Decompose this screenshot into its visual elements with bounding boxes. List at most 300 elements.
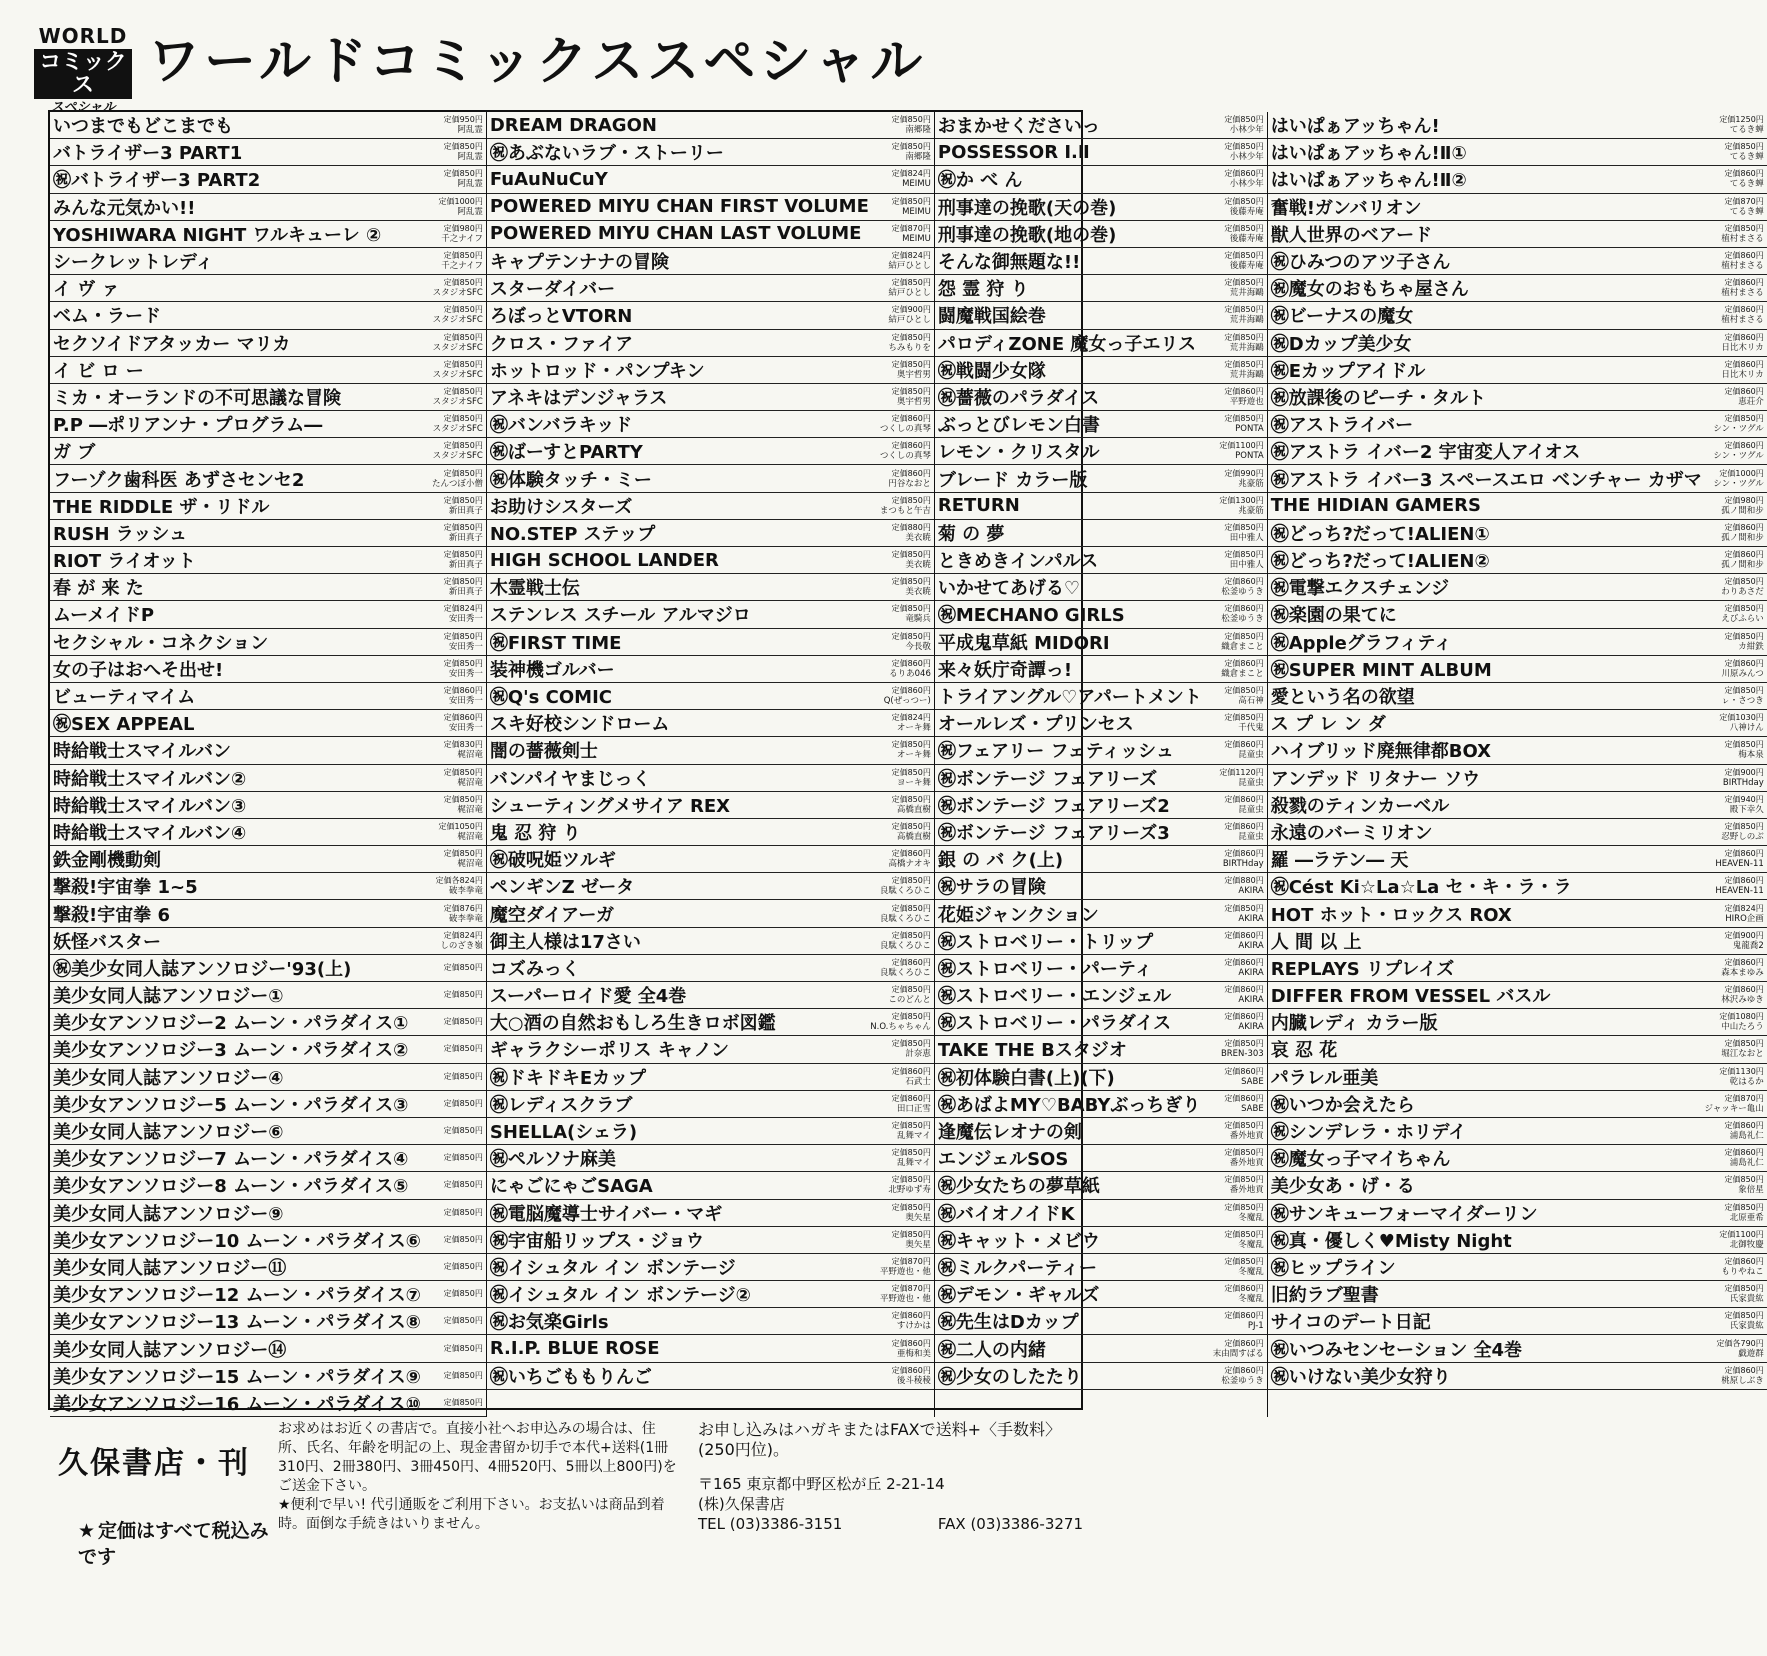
- book-price: 定価850円: [891, 278, 931, 288]
- book-price: 定価860円: [1724, 522, 1764, 532]
- catalog-entry: [1268, 357, 1767, 384]
- catalog-entry: [487, 520, 934, 547]
- book-title: POWERED MIYU CHAN LAST VOLUME: [489, 223, 862, 245]
- catalog-entry: [935, 765, 1267, 792]
- book-author: シン・ツグル: [1713, 478, 1764, 489]
- book-title: TAKE THE Bスタジオ: [937, 1040, 1127, 1062]
- catalog-column-2: [487, 112, 935, 1417]
- catalog-entry: [1268, 601, 1767, 628]
- book-price: 定価850円: [891, 550, 931, 560]
- book-author: 織倉まこと: [1221, 668, 1264, 679]
- book-price: 定価850円: [1724, 821, 1764, 831]
- book-meta: [869, 1175, 931, 1195]
- catalog-entry: [487, 1363, 934, 1390]
- catalog-entry: [935, 1254, 1267, 1281]
- book-meta: [421, 1180, 483, 1190]
- catalog-entry: [487, 1172, 934, 1199]
- book-meta: [1202, 849, 1264, 869]
- book-author: HEAVEN-11: [1715, 886, 1764, 897]
- book-price: 定価1000円: [438, 196, 483, 206]
- book-author: 冬魔乱: [1238, 1266, 1264, 1277]
- book-price: 定価850円: [891, 930, 931, 940]
- book-meta: [1702, 1067, 1764, 1087]
- catalog-entry: [50, 1254, 486, 1281]
- catalog-entry: [50, 710, 486, 737]
- book-meta: [421, 169, 483, 189]
- book-author: 奥宇哲男: [896, 396, 931, 407]
- book-author: 冬魔乱: [1238, 1212, 1264, 1223]
- book-author: オーキ舞: [896, 723, 931, 734]
- catalog-entry: [487, 112, 934, 139]
- book-title: ㊗Q's COMIC: [489, 687, 612, 709]
- book-title: ㊗ストロベリー・エンジェル: [937, 986, 1172, 1008]
- catalog-entry: [935, 357, 1267, 384]
- book-author: 冬魔乱: [1238, 1239, 1264, 1250]
- catalog-entry: [1268, 1118, 1767, 1145]
- book-title: 鬼 忍 狩 り: [489, 822, 581, 844]
- catalog-entry: [935, 1036, 1267, 1063]
- book-meta: [421, 1126, 483, 1136]
- book-price: 定価850円: [1224, 1175, 1264, 1185]
- book-title: ㊗バトライザー3 PART2: [53, 170, 261, 192]
- catalog-entry: [1268, 792, 1767, 819]
- catalog-entry: [1268, 900, 1767, 927]
- book-title: シークレットレディ: [53, 252, 214, 274]
- book-title: ㊗デモン・ギャルズ: [937, 1285, 1100, 1307]
- book-price: 定価980円: [1724, 495, 1764, 505]
- catalog-entry: [487, 248, 934, 275]
- book-title: RIOT ライオット: [53, 551, 196, 573]
- book-price: 定価1030円: [1719, 713, 1764, 723]
- book-price: 定価850円: [891, 115, 931, 125]
- book-author: 結戸ひとし: [888, 288, 931, 299]
- book-title: ビューティマイム: [53, 687, 196, 709]
- book-meta: [869, 931, 931, 951]
- book-meta: [1202, 1067, 1264, 1087]
- catalog-entry: [935, 248, 1267, 275]
- book-price: 定価870円: [891, 223, 931, 233]
- book-author: 昆童虫: [1238, 777, 1264, 788]
- book-title: ㊗ボンテージ フェアリーズ2: [937, 795, 1170, 817]
- book-meta: [869, 1094, 931, 1114]
- book-title: POSSESSOR Ⅰ.Ⅱ: [937, 141, 1090, 163]
- book-author: 梶沼竜: [457, 750, 483, 761]
- book-price: 定価1000円: [1719, 468, 1764, 478]
- book-price: 定価850円: [1724, 1311, 1764, 1321]
- book-author: AKIRA: [1238, 886, 1264, 897]
- catalog-entry: [935, 166, 1267, 193]
- book-meta: [421, 686, 483, 706]
- book-author: 日比木リカ: [1721, 342, 1764, 353]
- book-title: 装神機ゴルバー: [489, 659, 615, 681]
- book-price: 定価850円: [443, 414, 483, 424]
- book-meta: [421, 360, 483, 380]
- book-title: ホットロッド・パンプキン: [489, 360, 705, 382]
- book-title: 闇の薔薇剣士: [489, 741, 598, 763]
- book-title: YOSHIWARA NIGHT ワルキューレ ②: [53, 224, 382, 246]
- book-meta: [1202, 1366, 1264, 1386]
- book-price: 定価850円: [443, 359, 483, 369]
- book-author: 孤ノ間和步: [1721, 505, 1764, 516]
- book-price: 定価850円: [891, 1148, 931, 1158]
- book-price: 定価850円: [443, 169, 483, 179]
- book-meta: [421, 931, 483, 951]
- company-name: (株)久保書店: [698, 1495, 785, 1513]
- book-author: スタジオSFC: [432, 396, 483, 407]
- book-title: オールレズ・プリンセス: [937, 714, 1134, 736]
- book-author: 高橋ナオキ: [888, 859, 931, 870]
- book-author: つくしの真琴: [879, 451, 931, 462]
- book-title: FuAuNuCuY: [489, 168, 608, 190]
- book-meta: [1202, 1203, 1264, 1223]
- book-author: AKIRA: [1238, 995, 1264, 1006]
- book-title: ㊗楽園の果てに: [1270, 605, 1397, 627]
- book-price: 定価850円: [1724, 740, 1764, 750]
- book-meta: [421, 387, 483, 407]
- book-title: ㊗電撃エクスチェンジ: [1270, 578, 1450, 600]
- book-author: 荒井海鷗: [1229, 315, 1264, 326]
- book-price: 定価860円: [1224, 169, 1264, 179]
- book-meta: [1202, 740, 1264, 760]
- catalog-entry: [50, 411, 486, 438]
- catalog-entry: [1268, 955, 1767, 982]
- book-title: ㊗ドキドキEカップ: [489, 1067, 646, 1089]
- book-title: セクシャル・コネクション: [53, 632, 269, 654]
- book-meta: [869, 686, 931, 706]
- book-author: 安田秀一: [448, 696, 483, 707]
- book-title: スーパーロイド愛 全4巻: [489, 986, 687, 1008]
- catalog-entry: [487, 1091, 934, 1118]
- book-title: ろぼっとVTORN: [489, 306, 633, 328]
- book-meta: [869, 1284, 931, 1304]
- book-meta: [1702, 713, 1764, 733]
- book-author: カ紺鉄: [1738, 641, 1764, 652]
- book-price: 定価860円: [891, 849, 931, 859]
- book-author: 川原みんつ: [1721, 668, 1764, 679]
- catalog-entry: [1268, 1363, 1767, 1390]
- fax-number: FAX (03)3386-3271: [937, 1515, 1083, 1533]
- book-price: 定価850円: [443, 1044, 483, 1054]
- book-title: R.I.P. BLUE ROSE: [489, 1338, 660, 1360]
- catalog-entry: [50, 520, 486, 547]
- page-header: [28, 22, 1128, 116]
- book-title: シューティングメサイア REX: [489, 795, 731, 817]
- book-price: 定価850円: [1224, 115, 1264, 125]
- book-title: 殺戮のティンカーベル: [1270, 795, 1450, 817]
- book-author: たんつぼ小僧: [432, 478, 483, 489]
- book-author: 桃原しぶき: [1721, 1375, 1764, 1386]
- book-price: 定価860円: [891, 686, 931, 696]
- book-author: 氏家貴紘: [1729, 1321, 1764, 1332]
- book-meta: [1202, 659, 1264, 679]
- book-title: 魔空ダイアーガ: [489, 904, 615, 926]
- book-price: 定価850円: [891, 1012, 931, 1022]
- book-title: 哀 忍 花: [1270, 1040, 1338, 1062]
- book-title: REPLAYS リプレイズ: [1270, 958, 1455, 980]
- book-meta: [1702, 1339, 1764, 1359]
- book-price: 定価850円: [891, 876, 931, 886]
- book-price: 定価860円: [1224, 1093, 1264, 1103]
- book-meta: [1702, 251, 1764, 271]
- book-price: 定価1100円: [1219, 441, 1264, 451]
- book-meta: [1702, 604, 1764, 624]
- book-author: 梅本泉: [1738, 750, 1764, 761]
- book-author: 松釜ゆうき: [1221, 1375, 1264, 1386]
- book-title: クロス・ファイア: [489, 333, 633, 355]
- book-meta: [1202, 1012, 1264, 1032]
- book-author: 昆童虫: [1238, 831, 1264, 842]
- catalog-entry: [935, 982, 1267, 1009]
- book-meta: [421, 414, 483, 434]
- book-title: ㊗イシュタル イン ボンテージ②: [489, 1285, 751, 1307]
- catalog-entry: [50, 1145, 486, 1172]
- book-title: 美少女あ・げ・る: [1270, 1176, 1415, 1198]
- catalog-entry: [1268, 384, 1767, 411]
- book-author: 兆豪筋: [1238, 505, 1264, 516]
- book-author: 円谷なおと: [888, 478, 931, 489]
- book-title: ステンレス スチール アルマジロ: [489, 605, 751, 627]
- book-price: 定価850円: [891, 821, 931, 831]
- book-price: 定価850円: [443, 1180, 483, 1190]
- book-title: ㊗戦闘少女隊: [937, 360, 1046, 382]
- catalog-entry: [935, 139, 1267, 166]
- book-price: 定価950円: [443, 115, 483, 125]
- catalog-entry: [935, 737, 1267, 764]
- book-price: 定価860円: [891, 1066, 931, 1076]
- catalog-entry: [1268, 819, 1767, 846]
- page-footer: [48, 1418, 1083, 1648]
- book-price: 定価860円: [891, 441, 931, 451]
- book-author: 荒井海鷗: [1229, 342, 1264, 353]
- book-title: DIFFER FROM VESSEL バスル: [1270, 986, 1551, 1008]
- book-title: ㊗放課後のピーチ・タルト: [1270, 387, 1486, 409]
- book-title: 大○酒の自然おもしろ生きロボ図鑑: [489, 1013, 776, 1035]
- book-price: 定価860円: [1224, 930, 1264, 940]
- book-title: 御主人様は17さい: [489, 931, 641, 953]
- catalog-entry: [50, 1390, 486, 1417]
- book-author: 小林少年: [1229, 179, 1264, 190]
- book-meta: [869, 197, 931, 217]
- book-title: はいぱぁアッちゃん!: [1270, 116, 1440, 138]
- book-title: 美少女アンソロジー8 ムーン・パラダイス⑤: [53, 1176, 409, 1198]
- book-price: 定価850円: [891, 359, 931, 369]
- book-meta: [869, 333, 931, 353]
- book-author: 亜梅和美: [896, 1348, 931, 1359]
- book-meta: [1202, 169, 1264, 189]
- catalog-entry: [487, 1254, 934, 1281]
- catalog-entry: [1268, 737, 1767, 764]
- book-meta: [421, 1072, 483, 1082]
- book-price: 定価860円: [891, 1311, 931, 1321]
- book-title: 銀 の バ ク(上): [937, 850, 1064, 872]
- book-price: 定価850円: [1224, 223, 1264, 233]
- book-price: 定価824円: [1724, 903, 1764, 913]
- book-price: 定価860円: [1224, 985, 1264, 995]
- book-price: 定価860円: [1724, 1256, 1764, 1266]
- book-author: 北原亜希: [1729, 1212, 1764, 1223]
- catalog-entry: [487, 1145, 934, 1172]
- catalog-entry: [50, 330, 486, 357]
- book-price: 定価850円: [1224, 251, 1264, 261]
- catalog-entry: [935, 520, 1267, 547]
- book-price: 定価1120円: [1219, 767, 1264, 777]
- book-title: バトライザー3 PART1: [53, 143, 243, 165]
- book-meta: [1702, 169, 1764, 189]
- book-title: ㊗レディスクラブ: [489, 1094, 633, 1116]
- book-title: ㊗どっち?だって!ALIEN②: [1270, 551, 1490, 573]
- book-author: ジャッキー亀山: [1704, 1103, 1764, 1114]
- book-title: 美少女アンソロジー12 ムーン・パラダイス⑦: [53, 1285, 421, 1307]
- book-meta: [1202, 876, 1264, 896]
- book-title: ㊗電脳魔導士サイバー・マギ: [489, 1203, 723, 1225]
- catalog-entry: [487, 873, 934, 900]
- catalog-entry: [487, 955, 934, 982]
- catalog-entry: [935, 275, 1267, 302]
- catalog-entry: [1268, 1227, 1767, 1254]
- catalog-entry: [935, 1064, 1267, 1091]
- catalog-entry: [1268, 438, 1767, 465]
- catalog-entry: [1268, 465, 1767, 492]
- book-meta: [869, 115, 931, 135]
- book-price: 定価850円: [891, 631, 931, 641]
- catalog-entry: [1268, 547, 1767, 574]
- book-meta: [421, 604, 483, 624]
- book-meta: [869, 795, 931, 815]
- book-title: 愛という名の欲望: [1270, 687, 1415, 709]
- book-title: ハイブリッド廃無律都BOX: [1270, 741, 1491, 763]
- book-meta: [1202, 632, 1264, 652]
- book-meta: [421, 278, 483, 298]
- book-meta: [1202, 360, 1264, 380]
- book-author: 中山たろう: [1721, 1022, 1764, 1033]
- book-title: バンパイヤまじっく: [489, 768, 651, 790]
- catalog-entry: [487, 547, 934, 574]
- book-author: 恵荘介: [1738, 396, 1764, 407]
- catalog-entry: [935, 629, 1267, 656]
- book-meta: [1202, 931, 1264, 951]
- book-title: いつまでもどこまでも: [53, 116, 233, 138]
- book-price: 定価860円: [891, 658, 931, 668]
- book-meta: [1202, 1039, 1264, 1059]
- book-author: BIRTHday: [1222, 859, 1264, 870]
- catalog-entry: [935, 547, 1267, 574]
- catalog-entry: [487, 1064, 934, 1091]
- book-price: 定価850円: [891, 142, 931, 152]
- book-meta: [1202, 523, 1264, 543]
- book-title: 奮戦!ガンバリオン: [1270, 197, 1422, 219]
- book-meta: [1702, 142, 1764, 162]
- book-title: SHELLA(シェラ): [489, 1122, 638, 1144]
- book-title: ㊗ボンテージ フェアリーズ: [937, 768, 1158, 790]
- book-price: 定価850円: [1724, 1284, 1764, 1294]
- book-title: ス プ レ ン ダ: [1270, 714, 1386, 736]
- catalog-entry: [50, 900, 486, 927]
- catalog-entry: [50, 1172, 486, 1199]
- book-author: 千之ナイフ: [441, 261, 483, 272]
- book-title: ㊗バンバラキッド: [489, 415, 633, 437]
- book-title: ペンギンZ ゼータ: [489, 877, 635, 899]
- book-author: MEIMU: [902, 206, 931, 217]
- catalog-entry: [935, 900, 1267, 927]
- book-meta: [869, 387, 931, 407]
- book-meta: [421, 822, 483, 842]
- book-author: 南郷隆: [905, 125, 931, 136]
- book-title: ㊗サンキューフォーマイダーリン: [1270, 1203, 1538, 1225]
- book-meta: [1202, 1121, 1264, 1141]
- book-price: 定価860円: [443, 686, 483, 696]
- book-author: つくしの真琴: [879, 424, 931, 435]
- book-author: 日比木リカ: [1721, 369, 1764, 380]
- book-title: ㊗FIRST TIME: [489, 632, 622, 654]
- book-price: 定価860円: [1224, 604, 1264, 614]
- book-meta: [1702, 224, 1764, 244]
- book-author: 石武士: [905, 1076, 931, 1087]
- book-title: ㊗Appleグラフィティ: [1270, 632, 1452, 654]
- book-price: 定価1130円: [1719, 1066, 1764, 1076]
- catalog-entry: [935, 710, 1267, 737]
- catalog-entry: [935, 1335, 1267, 1362]
- book-title: アンデッド リタナー ソウ: [1270, 768, 1481, 790]
- book-title: スキ好校シンドローム: [489, 714, 670, 736]
- book-meta: [421, 1316, 483, 1326]
- book-title: 美少女同人誌アンソロジー⑨: [53, 1203, 284, 1225]
- book-author: 梶沼竜: [457, 831, 483, 842]
- catalog-entry: [50, 737, 486, 764]
- catalog-entry: [487, 601, 934, 628]
- book-title: 美少女アンソロジー7 ムーン・パラダイス④: [53, 1149, 409, 1171]
- book-title: ㊗Dカップ美少女: [1270, 333, 1412, 355]
- book-author: 松釜ゆうき: [1221, 614, 1264, 625]
- catalog-entry: [1268, 302, 1767, 329]
- book-price: 定価860円: [891, 1338, 931, 1348]
- book-author: ㇾ・さつき: [1721, 696, 1764, 707]
- book-author: 阿乱霊: [457, 125, 483, 136]
- book-price: 定価850円: [1224, 305, 1264, 315]
- book-author: スタジオSFC: [432, 288, 483, 299]
- catalog-entry: [935, 574, 1267, 601]
- book-meta: [1202, 387, 1264, 407]
- book-price: 定価860円: [1724, 550, 1764, 560]
- book-meta: [869, 849, 931, 869]
- book-price: 定価860円: [1724, 658, 1764, 668]
- book-meta: [1702, 768, 1764, 788]
- book-author: BREN-303: [1220, 1049, 1264, 1060]
- catalog-entry: [487, 1227, 934, 1254]
- book-author: てるき蝉: [1729, 206, 1764, 217]
- book-meta: [1702, 849, 1764, 869]
- catalog-entry: [487, 629, 934, 656]
- book-title: 時給戦士スマイルバン③: [53, 795, 247, 817]
- book-meta: [869, 1039, 931, 1059]
- book-meta: [421, 1099, 483, 1109]
- book-price: 定価860円: [1224, 1066, 1264, 1076]
- book-title: キャプテンナナの冒険: [489, 252, 669, 274]
- book-title: 美少女アンソロジー5 ムーン・パラダイス③: [53, 1094, 409, 1116]
- book-meta: [1202, 441, 1264, 461]
- book-price: 定価850円: [1224, 1256, 1264, 1266]
- book-title: ㊗少女たちの夢草紙: [937, 1176, 1100, 1198]
- book-price: 定価850円: [891, 740, 931, 750]
- book-meta: [421, 523, 483, 543]
- book-meta: [421, 1017, 483, 1027]
- book-meta: [869, 577, 931, 597]
- book-title: ときめきインパルス: [937, 551, 1099, 573]
- book-price: 定価850円: [443, 1098, 483, 1108]
- order-text-cod: ★便利で早い! 代引通販をご利用下さい。お支払いは商品到着時。面倒な手続きはいりません。: [278, 1497, 665, 1532]
- catalog-entry: [50, 139, 486, 166]
- book-meta: [1202, 142, 1264, 162]
- catalog-entry: [487, 928, 934, 955]
